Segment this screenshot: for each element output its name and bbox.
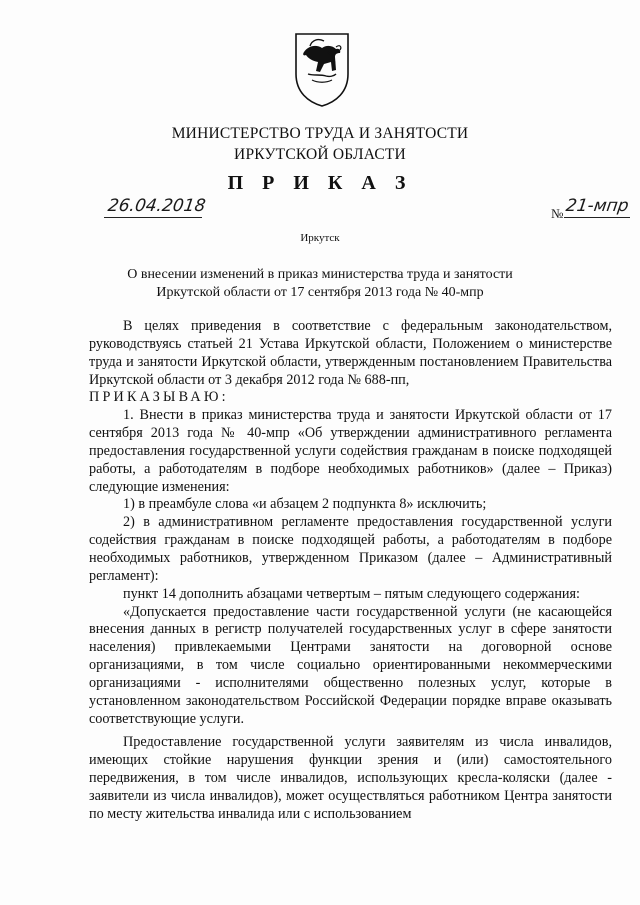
org-name-line2: ИРКУТСКОЙ ОБЛАСТИ [234, 146, 406, 163]
subject-line1: О внесении изменений в приказ министерства труда и занятости [127, 267, 513, 282]
date-underline [104, 217, 202, 218]
doc-type-title: П Р И К А З [227, 172, 413, 194]
number-underline [564, 217, 630, 218]
subject-heading [60, 266, 580, 302]
city-label: Иркутск [300, 232, 340, 244]
point-14-paragraph: пункт 14 дополнить абзацами четвертым – пятым следующего содержания: [123, 585, 580, 602]
item-1-paragraph: 1. Внести в приказ министерства труда и занятости Иркутской области от 17 сентября 2013 года № 40-мпр «Об утверждении административного регламента предоставления государственной услуги содействия гражданам в поиске подходящей работы, а работодателям в подборе необходимых работников» (далее – Приказ) следующие изменения: [89, 407, 612, 495]
doc-number: 21-мпр [564, 196, 630, 216]
subitem-2-paragraph: 2) в административном регламенте предоставления государственной услуги содействия гражданам в поиске подходящей работы, а работодателям в подборе необходимых работников, утвержденном Приказом (далее – Административный регламент): [89, 514, 612, 584]
org-name-line1: МИНИСТЕРСТВО ТРУДА И ЗАНЯТОСТИ [171, 125, 469, 142]
document-body [89, 318, 612, 824]
quote-paragraph-1: «Допускается предоставление части государственной услуги (не касающейся внесения данных в регистр получателей государственных услуг в сфере занятости населения) привлекаемыми Центрами занятости на договорной основе организациями, в том числе социально ориентированными некоммерческими организациями - исполнителями общественно полезных услуг, которые в установленном законодательством Российской Федерации порядке вправе оказывать соответствующие услуги. [89, 603, 612, 727]
order-word: ПРИКАЗЫВАЮ: [89, 389, 229, 406]
number-prefix: № [551, 206, 564, 221]
subject-line2: Иркутской области от 17 сентября 2013 года № 40-мпр [156, 285, 484, 300]
doc-date: 26.04.2018 [106, 196, 207, 216]
irkutsk-coat-of-arms-icon [290, 30, 354, 108]
subitem-1-paragraph: 1) в преамбуле слова «и абзацем 2 подпункта 8» исключить; [123, 496, 487, 513]
preamble-paragraph: В целях приведения в соответствие с федеральным законодательством, руководствуясь статьей 21 Устава Иркутской области, Положением о министерстве труда и занятости Иркутской области, утвержденным постановлением Правительства Иркутской области от 3 декабря 2012 года № 688-пп, [89, 318, 612, 388]
quote-paragraph-2: Предоставление государственной услуги заявителям из числа инвалидов, имеющих стойкие нарушения функции зрения и (или) самостоятельного передвижения, в том числе инвалидов, использующих кресла-коляски (далее - заявители из числа инвалидов), может осуществляться работником Центра занятости по месту жительства инвалида или с использованием [89, 734, 612, 822]
